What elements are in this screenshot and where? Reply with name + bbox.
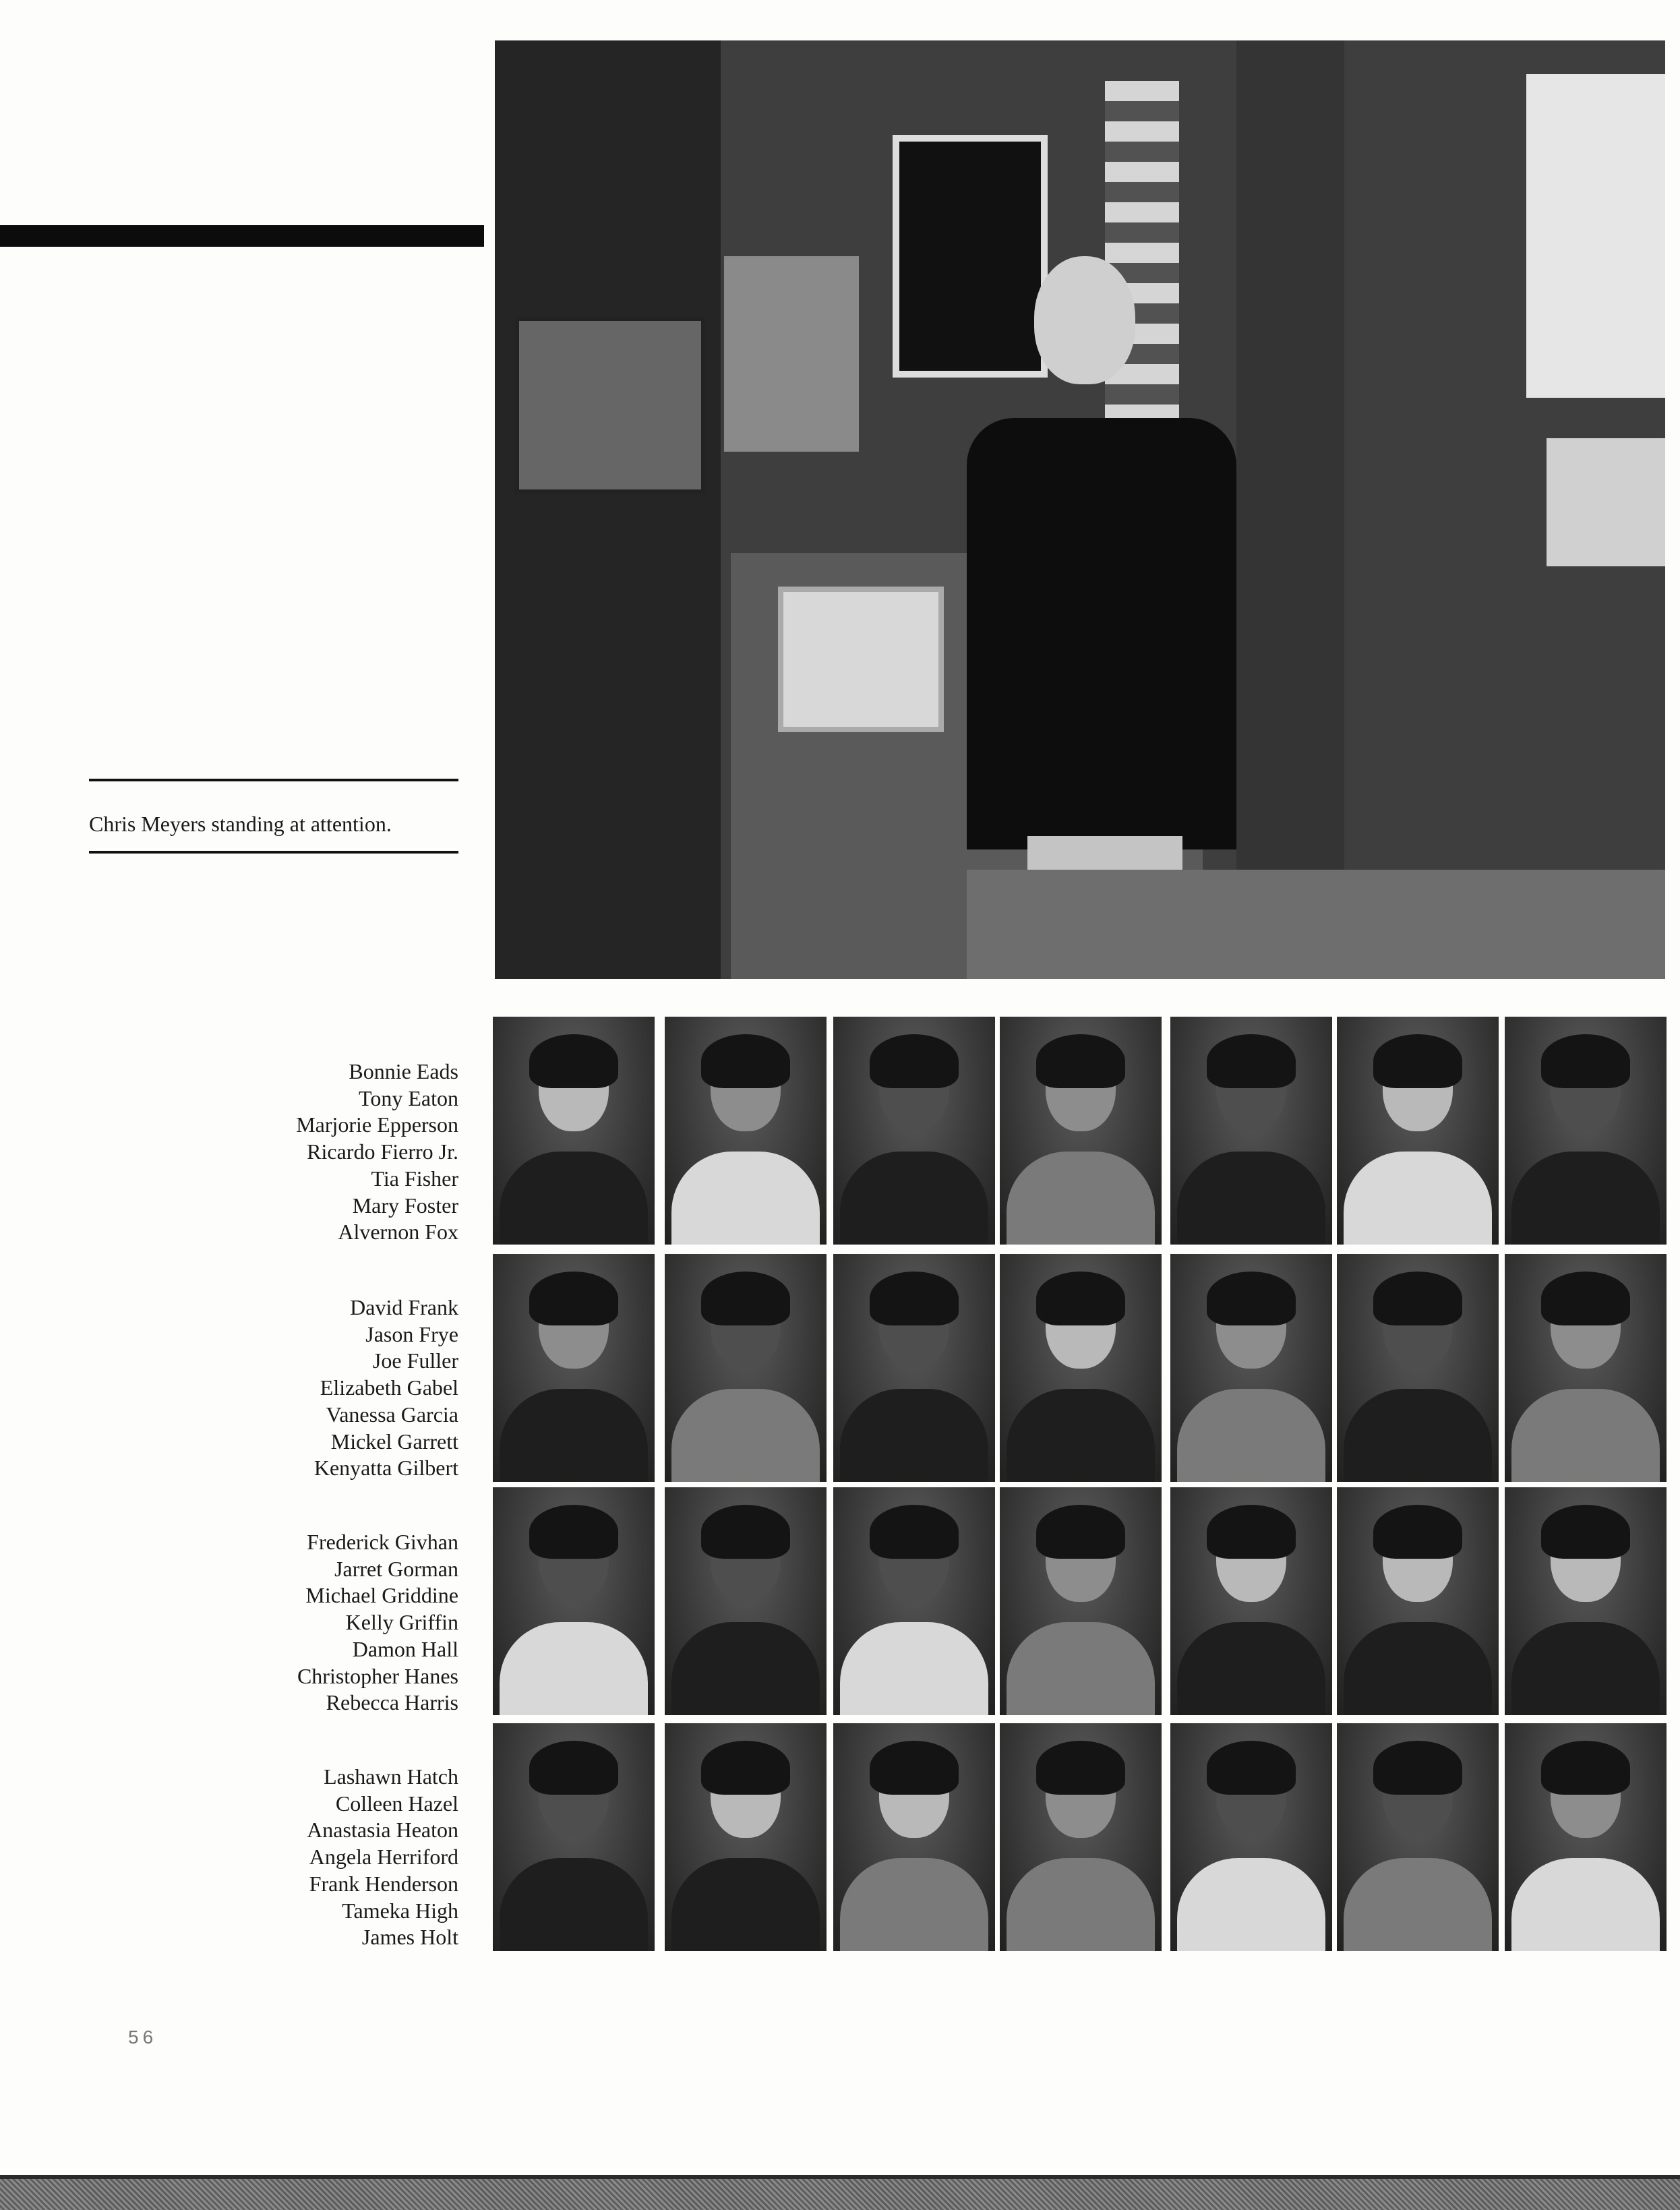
student-portrait <box>665 1017 827 1245</box>
student-name: Christopher Hanes <box>297 1663 458 1688</box>
student-portrait <box>493 1723 655 1951</box>
student-portrait <box>833 1017 995 1245</box>
computer-monitor <box>1547 438 1665 566</box>
student-name: James Holt <box>361 1925 458 1950</box>
student-portrait <box>493 1254 655 1482</box>
student-name: Mickel Garrett <box>330 1429 458 1454</box>
student-portrait <box>493 1487 655 1715</box>
student-name: Frederick Givhan <box>307 1530 458 1554</box>
student-name: Vanessa Garcia <box>326 1402 458 1427</box>
student-portrait <box>493 1017 655 1245</box>
student-portrait <box>1505 1487 1667 1715</box>
student-name: Rebecca Harris <box>326 1690 458 1715</box>
student-portrait <box>1337 1017 1499 1245</box>
student-name: Michael Griddine <box>305 1583 458 1608</box>
student-portrait <box>1337 1487 1499 1715</box>
caption-rule-bottom <box>89 851 458 854</box>
army-poster <box>893 135 1048 378</box>
creed-poster <box>1526 74 1665 398</box>
student-portrait <box>665 1487 827 1715</box>
student-portrait <box>833 1723 995 1951</box>
section-header-bar <box>0 225 484 247</box>
student-name: Jarret Gorman <box>334 1556 458 1581</box>
student-name: Alvernon Fox <box>338 1220 458 1245</box>
name-list <box>202 1529 458 1716</box>
student-figure <box>967 418 1236 849</box>
student-name: Anastasia Heaton <box>307 1818 458 1843</box>
name-list <box>202 1764 458 1951</box>
classroom-table <box>967 870 1665 979</box>
student-name: Ricardo Fierro Jr. <box>307 1139 458 1164</box>
student-name: Jason Frye <box>365 1321 458 1346</box>
student-portrait <box>665 1723 827 1951</box>
student-name: David Frank <box>350 1295 458 1319</box>
student-portrait <box>1505 1017 1667 1245</box>
student-name: Damon Hall <box>352 1636 458 1661</box>
student-portrait <box>1000 1254 1162 1482</box>
student-name: Mary Foster <box>352 1193 458 1218</box>
student-portrait <box>1000 1723 1162 1951</box>
photo-caption: Chris Meyers standing at attention. <box>89 812 392 836</box>
student-portrait <box>1505 1723 1667 1951</box>
student-name: Tony Eaton <box>359 1085 458 1110</box>
student-name: Bonnie Eads <box>349 1059 458 1083</box>
student-name: Joe Fuller <box>372 1348 458 1373</box>
student-name: Elizabeth Gabel <box>320 1375 458 1400</box>
student-portrait <box>1170 1723 1332 1951</box>
student-name: Marjorie Epperson <box>296 1112 458 1137</box>
main-photo <box>495 40 1665 979</box>
student-name: Colleen Hazel <box>335 1791 458 1816</box>
name-list <box>202 1058 458 1246</box>
student-portrait <box>1337 1254 1499 1482</box>
student-name: Angela Herriford <box>309 1845 458 1870</box>
student-portrait <box>1170 1487 1332 1715</box>
student-portrait <box>1000 1487 1162 1715</box>
student-name: Lashawn Hatch <box>324 1764 458 1789</box>
caption-rule-top <box>89 779 458 781</box>
student-portrait <box>1000 1017 1162 1245</box>
page-number: 56 <box>128 2027 158 2048</box>
page-edge-band <box>0 2175 1680 2210</box>
student-portrait <box>1505 1254 1667 1482</box>
student-name: Tameka High <box>342 1898 458 1923</box>
student-portrait <box>1170 1254 1332 1482</box>
student-name: Kenyatta Gilbert <box>313 1456 458 1481</box>
student-name: Frank Henderson <box>309 1871 458 1896</box>
student-portrait <box>833 1487 995 1715</box>
recruitment-poster <box>515 317 705 494</box>
name-list <box>202 1294 458 1482</box>
student-head <box>1034 256 1135 384</box>
student-name: Tia Fisher <box>371 1166 458 1191</box>
navy-heritage-poster <box>724 256 859 452</box>
student-name: Kelly Griffin <box>345 1610 458 1635</box>
student-portrait <box>833 1254 995 1482</box>
computer-monitor <box>778 587 944 732</box>
student-portrait <box>1170 1017 1332 1245</box>
student-portrait <box>665 1254 827 1482</box>
student-portrait <box>1337 1723 1499 1951</box>
